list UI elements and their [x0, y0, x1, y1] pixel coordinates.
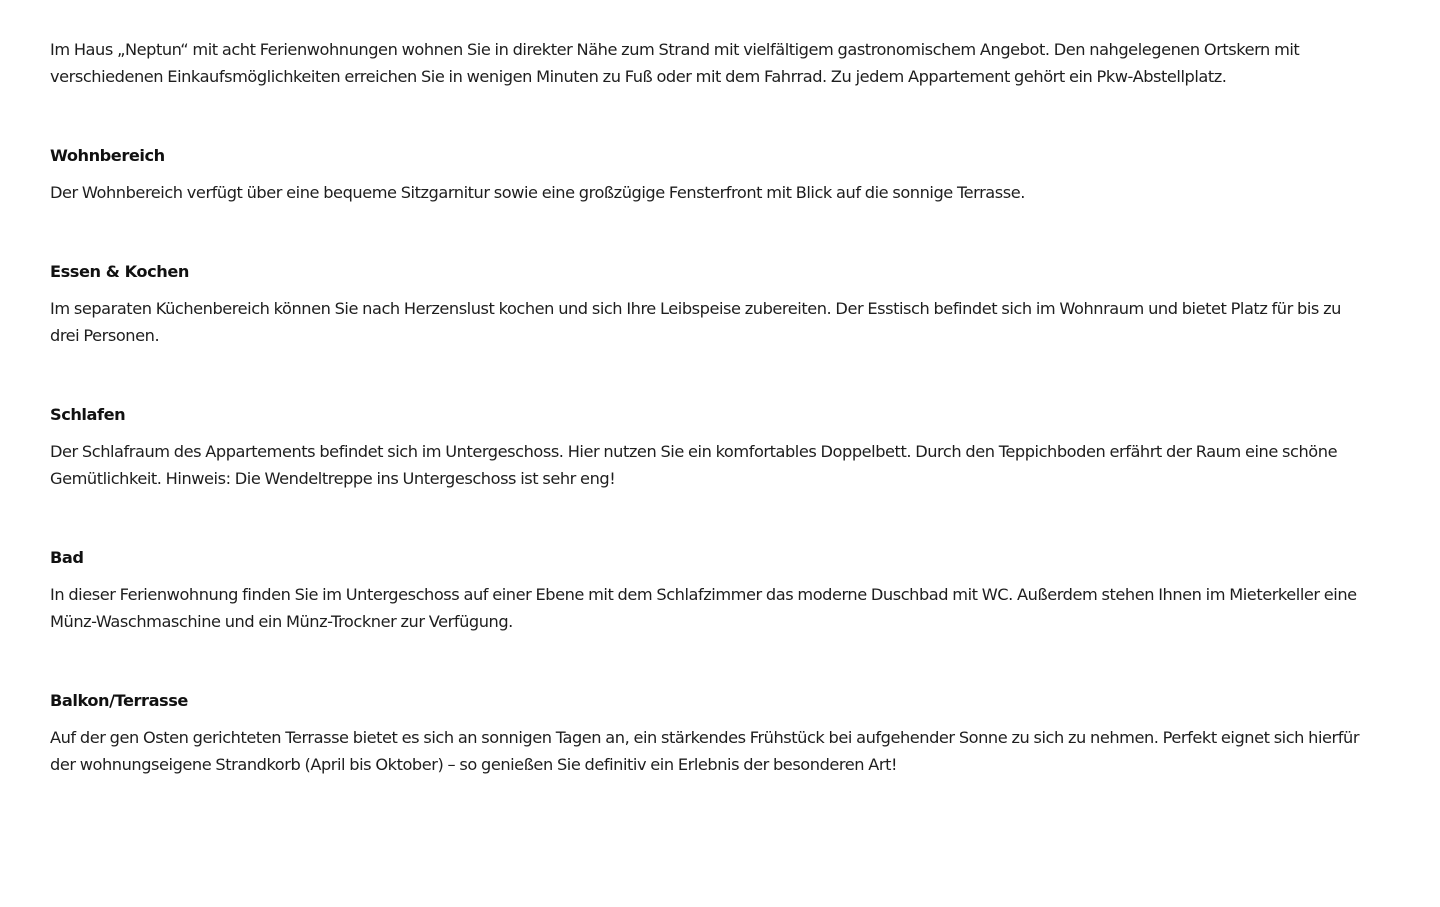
section-heading: Schlafen: [50, 405, 126, 424]
section-schlafen: [50, 403, 1380, 492]
section-wohnbereich: [50, 144, 1380, 206]
section-essen-kochen: [50, 260, 1380, 349]
section-heading: Essen & Kochen: [50, 262, 189, 281]
section-balkon-terrasse: [50, 689, 1380, 778]
section-paragraph: Der Schlafraum des Appartements befindet sich im Untergeschoss. Hier nutzen Sie ein komfortables Doppelbett. Durch den Teppichboden erfährt der Raum eine schöne Gemütlichkeit. Hinweis: Die Wendeltreppe ins Untergeschoss ist sehr eng!: [50, 442, 1338, 488]
intro-paragraph: Im Haus „Neptun“ mit acht Ferienwohnungen wohnen Sie in direkter Nähe zum Strand mit vielfältigem gastronomischem Angebot. Den nahgelegenen Ortskern mit verschiedenen Einkaufsmöglichkeiten erreichen Sie in wenigen Minuten zu Fuß oder mit dem Fahrrad. Zu jedem Appartement gehört ein Pkw-Abstellplatz.: [50, 40, 1300, 86]
section-bad: [50, 546, 1380, 635]
section-paragraph: Der Wohnbereich verfügt über eine bequeme Sitzgarnitur sowie eine großzügige Fensterfront mit Blick auf die sonnige Terrasse.: [50, 183, 1025, 202]
section-paragraph: Auf der gen Osten gerichteten Terrasse bietet es sich an sonnigen Tagen an, ein stärkendes Frühstück bei aufgehender Sonne zu sich zu nehmen. Perfekt eignet sich hierfür der wohnungseigene Strandkorb (April bis Oktober) – so genießen Sie definitiv ein Erlebnis der besonderen Art!: [50, 728, 1360, 774]
section-heading: Bad: [50, 548, 84, 567]
section-paragraph: Im separaten Küchenbereich können Sie nach Herzenslust kochen und sich Ihre Leibspeise zubereiten. Der Esstisch befindet sich im Wohnraum und bietet Platz für bis zu drei Personen.: [50, 299, 1341, 345]
section-heading: Wohnbereich: [50, 146, 165, 165]
section-paragraph: In dieser Ferienwohnung finden Sie im Untergeschoss auf einer Ebene mit dem Schlafzimmer das moderne Duschbad mit WC. Außerdem stehen Ihnen im Mieterkeller eine Münz-Waschmaschine und ein Münz-Trockner zur Verfügung.: [50, 585, 1357, 631]
section-heading: Balkon/Terrasse: [50, 691, 188, 710]
